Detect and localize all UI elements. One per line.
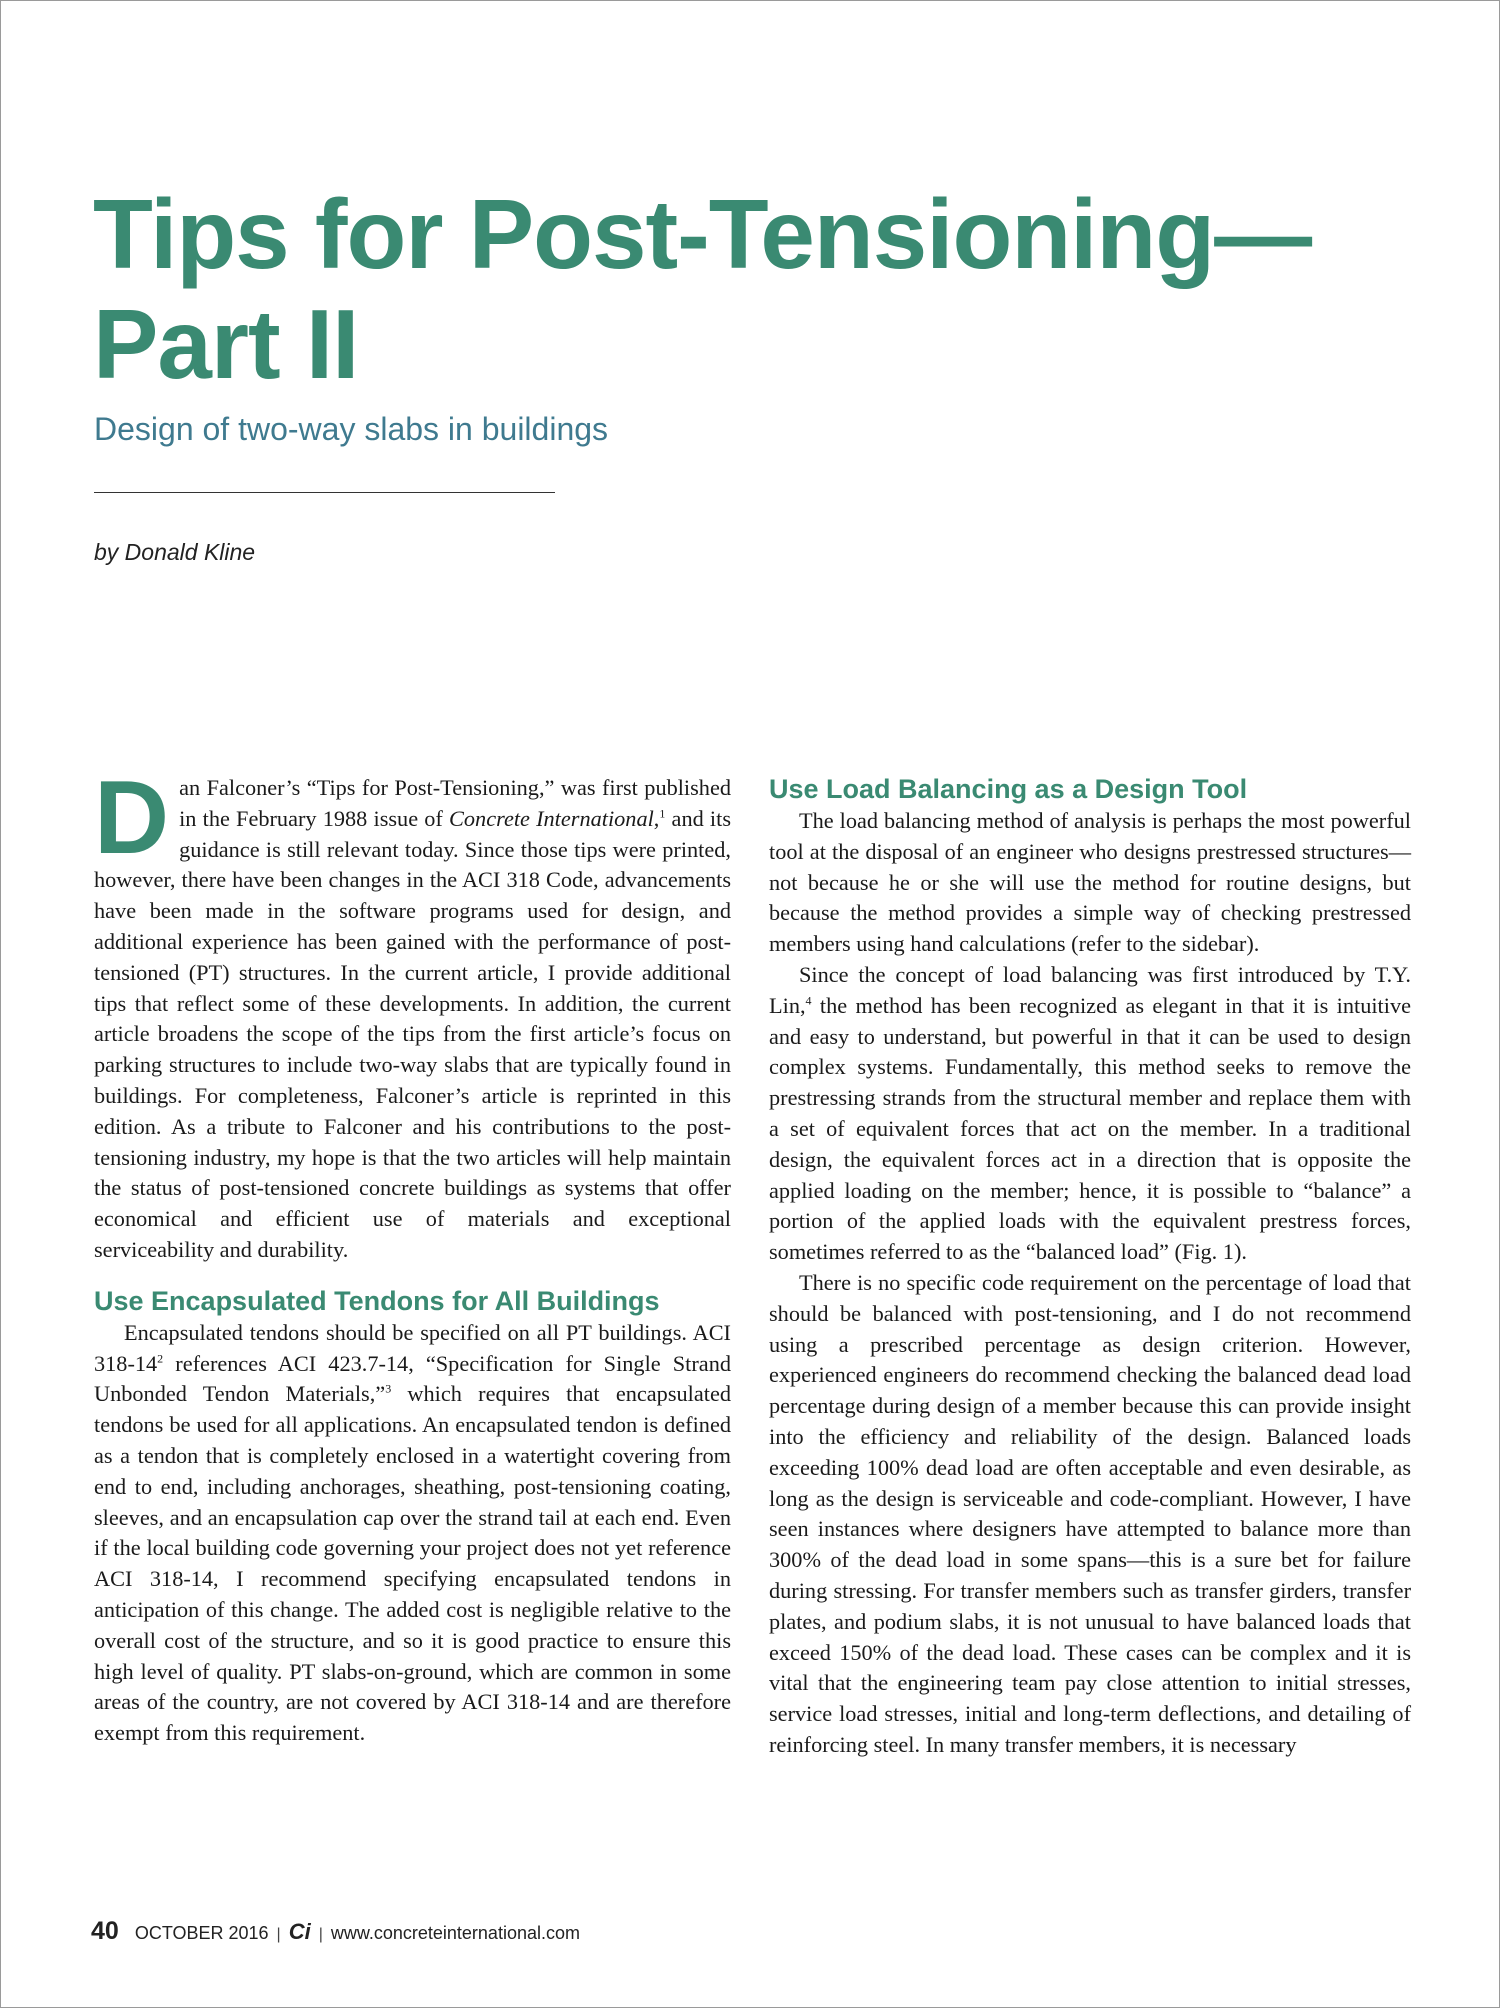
section-heading-encapsulated-tendons: Use Encapsulated Tendons for All Buildings (94, 1285, 660, 1316)
right-column (769, 773, 1411, 1761)
journal-name: Concrete International (449, 805, 654, 831)
left-column (94, 760, 731, 1749)
intro-paragraph: Dan Falconer’s “Tips for Post-Tensioning,” was first published in the February 1988 issue of Concrete International,$^1$ and its guidance is still relevant today. Since those tips were printed, however, there have been changes in the ACI 318 Code, advancements have been made in the software programs used for design, and additional experience has been gained with the performance of post-tensioned (PT) structures. In the current article, I provide additional tips that reflect some of these developments. In addition, the current article broadens the scope of the tips from the first article’s focus on parking structures to include two-way slabs that are typically found in buildings. For completeness, Falconer’s article is reprinted in this edition. As a tribute to Falconer and his contributions to the post-tensioning industry, my hope is that the two articles will help maintain the status of post-tensioned concrete buildings as systems that offer economical and efficient use of materials and exceptional serviceability and durability. (94, 760, 731, 1262)
reference-2: 2 (157, 1351, 164, 1366)
title-line-1: Tips for Post-Tensioning— (93, 179, 1312, 289)
section-heading-load-balancing: Use Load Balancing as a Design Tool (769, 774, 1248, 804)
title-divider (94, 492, 555, 493)
footer-separator: | (318, 1926, 323, 1943)
issue-date: OCTOBER 2016 (134, 1923, 269, 1943)
reference-3: 3 (385, 1381, 392, 1396)
website-url: www.concreteinternational.com (330, 1923, 580, 1943)
page-footer (91, 1917, 580, 1946)
load-balancing-paragraph-2: Since the concept of load balancing was first introduced by T.Y. Lin,$^4$ the method has been recognized as elegant in that it is intuitive and easy to understand, but powerful in that it can be used to design complex systems. Fundamentally, this method seeks to remove the prestressing strands from the structural member and replace them with a set of equivalent forces that act on the member. In a traditional design, the equivalent forces act in a direction that is opposite the applied loading on the member; hence, it is possible to “balance” a portion of the applied loads with the equivalent prestress forces, sometimes referred to as the “balanced load” (Fig. 1). (769, 961, 1411, 1265)
reference-1: 1 (659, 806, 666, 821)
reference-4: 4 (805, 993, 812, 1008)
encapsulated-tendons-paragraph: Encapsulated tendons should be specified on all PT buildings. ACI $318-14^2$ references ACI 423.7-14, “Specification for Single Strand Unbonded Tendon Materials,”$^3$ which requires that encapsulated tendons be used for all applications. An encapsulated tendon is defined as a tendon that is completely enclosed in a watertight covering from end to end, including anchorages, sheathing, post-tensioning coating, sleeves, and an encapsulation cap over the strand tail at each end. Even if the local building code governing your project does not yet reference ACI 318-14, I recommend specifying encapsulated tendons in anticipation of this change. The added cost is negligible relative to the overall cost of the structure, and so it is good practice to ensure this high level of quality. PT slabs-on-ground, which are common in some areas of the country, are not covered by ACI 318-14 and are therefore exempt from this requirement. (94, 1319, 731, 1746)
page-number: 40 (91, 1917, 119, 1945)
article-title (93, 179, 1443, 399)
load-balancing-paragraph-3: There is no specific code requirement on the percentage of load that should be balanced with post-tensioning, and I do not recommend using a prescribed percentage as design criterion. However, experienced engineers do recommend checking the balanced dead load percentage during design of a member because this can provide insight into the efficiency and reliability of the design. Balanced loads exceeding 100% dead load are often acceptable and even desirable, as long as the design is serviceable and code-compliant. However, I have seen instances where designers have attempted to balance more than 300% of the dead load in some spans—this is a sure bet for failure during stressing. For transfer members such as transfer girders, transfer plates, and podium slabs, it is not unusual to have balanced loads that exceed 150% of the dead load. These cases can be complex and it is vital that the engineering team pay close attention to initial stresses, service load stresses, initial and long-term deflections, and detailing of reinforcing steel. In many transfer members, it is necessary (769, 1269, 1411, 1757)
magazine-logo: Ci (288, 1919, 311, 1944)
footer-separator: | (276, 1926, 281, 1943)
author-byline: by Donald Kline (94, 539, 256, 565)
drop-cap: D (94, 760, 170, 876)
article-subtitle: Design of two-way slabs in buildings (94, 411, 609, 447)
load-balancing-paragraph-1: The load balancing method of analysis is perhaps the most powerful tool at the disposal of an engineer who designs prestressed structures—not because he or she will use the method for routine designs, but because the method provides a simple way of checking prestressed members using hand calculations (refer to the sidebar). (769, 808, 1411, 957)
title-line-2: Part II (93, 289, 359, 399)
